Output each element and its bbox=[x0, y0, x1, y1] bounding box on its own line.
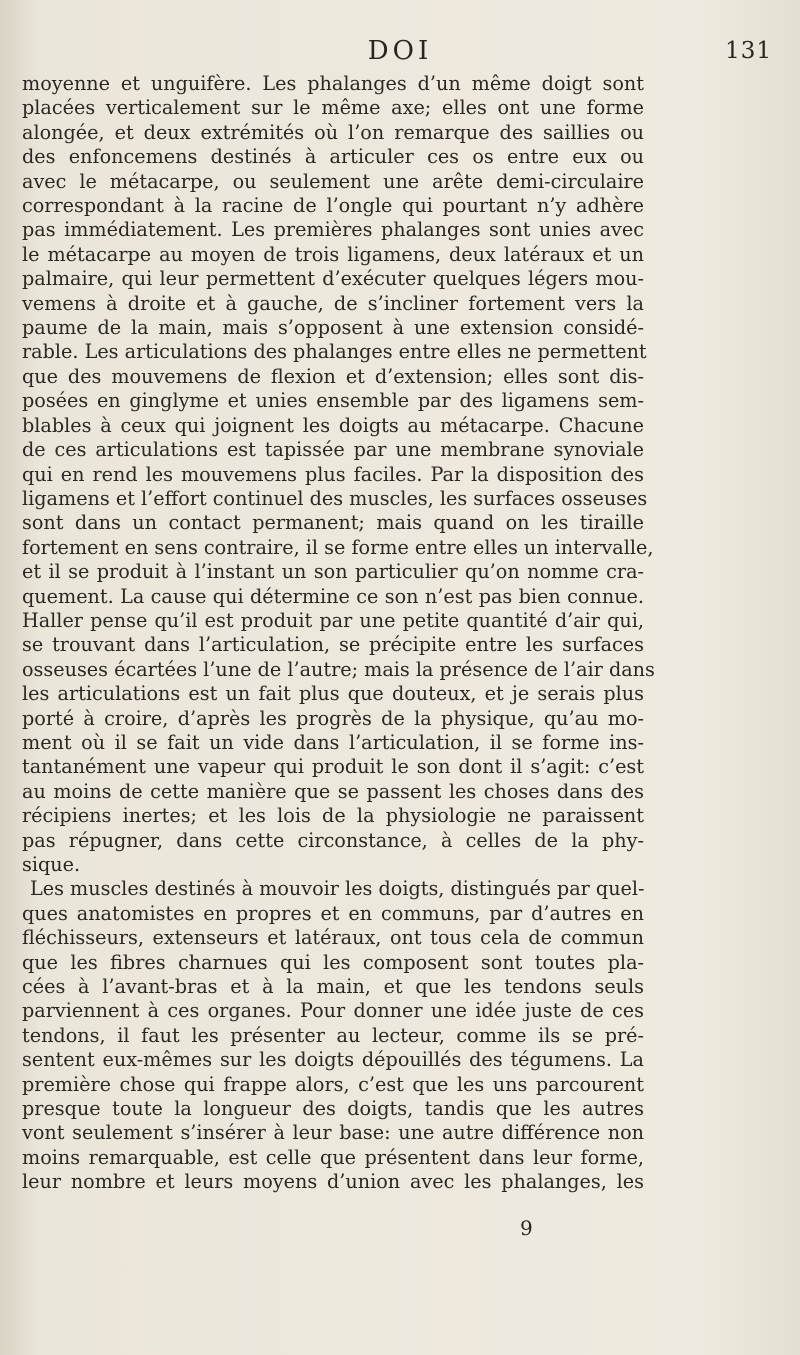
text-line: parviennent à ces organes. Pour donner une idée juste de ces bbox=[22, 999, 644, 1023]
text-line: fortement en sens contraire, il se forme entre elles un intervalle, bbox=[22, 535, 654, 559]
body-text bbox=[22, 72, 655, 1195]
text-line: sique. bbox=[22, 853, 81, 876]
text-line: alongée, et deux extrémités où l’on remarque des saillies ou bbox=[22, 120, 644, 144]
text-line: et il se produit à l’instant un son particulier qu’on nomme cra- bbox=[22, 560, 644, 584]
text-line: ques anatomistes en propres et en communs, par d’autres en bbox=[22, 901, 644, 925]
text-line: presque toute la longueur des doigts, tandis que les autres bbox=[22, 1097, 644, 1121]
text-line: sont dans un contact permanent; mais quand on les tiraille bbox=[22, 511, 644, 535]
text-line: osseuses écartées l’une de l’autre; mais la présence de l’air dans bbox=[22, 657, 655, 681]
text-line: Haller pense qu’il est produit par une petite quantité d’air qui, bbox=[22, 608, 644, 632]
text-line: pas immédiatement. Les premières phalanges sont unies avec bbox=[22, 218, 644, 242]
text-line: que les fibres charnues qui les composent sont toutes pla- bbox=[22, 950, 644, 974]
text-line: se trouvant dans l’articulation, se précipite entre les surfaces bbox=[22, 633, 644, 657]
signature-mark: 9 bbox=[520, 1216, 533, 1240]
text-line: ment où il se fait un vide dans l’articulation, il se forme ins- bbox=[22, 730, 644, 754]
text-line: vont seulement s’insérer à leur base: une autre différence non bbox=[22, 1121, 644, 1145]
text-line: au moins de cette manière que se passent les choses dans des bbox=[22, 779, 644, 803]
text-line: correspondant à la racine de l’ongle qui pourtant n’y adhère bbox=[22, 194, 644, 218]
text-line: paume de la main, mais s’opposent à une extension considé- bbox=[22, 316, 644, 340]
text-line: tendons, il faut les présenter au lecteur, comme ils se pré- bbox=[22, 1023, 644, 1047]
text-line: moins remarquable, est celle que présentent dans leur forme, bbox=[22, 1145, 644, 1169]
text-line: palmaire, qui leur permettent d’exécuter quelques légers mou- bbox=[22, 267, 644, 291]
text-line: qui en rend les mouvemens plus faciles. Par la disposition des bbox=[22, 462, 644, 486]
text-line: avec le métacarpe, ou seulement une arête demi-circulaire bbox=[22, 169, 644, 193]
text-line: de ces articulations est tapissée par une membrane synoviale bbox=[22, 438, 644, 462]
text-line: pas répugner, dans cette circonstance, à celles de la phy- bbox=[22, 828, 644, 852]
text-line: des enfoncemens destinés à articuler ces os entre eux ou bbox=[22, 145, 644, 169]
text-line: le métacarpe au moyen de trois ligamens, deux latéraux et un bbox=[22, 242, 644, 266]
text-line: porté à croire, d’après les progrès de la physique, qu’au mo- bbox=[22, 706, 644, 730]
text-line: quement. La cause qui détermine ce son n’est pas bien connue. bbox=[22, 584, 644, 608]
page-number: 131 bbox=[725, 38, 772, 64]
text-line: cées à l’avant-bras et à la main, et que les tendons seuls bbox=[22, 975, 644, 999]
text-line: moyenne et unguifère. Les phalanges d’un même doigt sont bbox=[22, 72, 644, 95]
text-line: sentent eux-mêmes sur les doigts dépouillés des tégumens. La bbox=[22, 1048, 644, 1072]
page-header bbox=[22, 36, 778, 70]
text-line: blables à ceux qui joignent les doigts au métacarpe. Chacune bbox=[22, 413, 644, 437]
running-head: DOI bbox=[367, 36, 433, 66]
text-line: les articulations est un fait plus que douteux, et je serais plus bbox=[22, 682, 644, 706]
text-line: fléchisseurs, extenseurs et latéraux, ont tous cela de commun bbox=[22, 926, 644, 950]
text-line: que des mouvemens de flexion et d’extension; elles sont dis- bbox=[22, 364, 644, 388]
text-line: posées en ginglyme et unies ensemble par des ligamens sem- bbox=[22, 389, 644, 413]
text-line: leur nombre et leurs moyens d’union avec les phalanges, les bbox=[22, 1170, 644, 1194]
text-line: vemens à droite et à gauche, de s’incliner fortement vers la bbox=[22, 291, 644, 315]
text-line: ligamens et l’effort continuel des muscles, les surfaces osseuses bbox=[22, 486, 648, 510]
text-line: tantanément une vapeur qui produit le son dont il s’agit: c’est bbox=[22, 755, 644, 779]
text-line: rable. Les articulations des phalanges entre elles ne permettent bbox=[22, 340, 647, 364]
text-line: placées verticalement sur le même axe; elles ont une forme bbox=[22, 96, 644, 120]
text-line: Les muscles destinés à mouvoir les doigts, distingués par quel- bbox=[30, 877, 645, 901]
text-line: première chose qui frappe alors, c’est que les uns parcourent bbox=[22, 1072, 644, 1096]
text-line: récipiens inertes; et les lois de la physiologie ne paraissent bbox=[22, 804, 644, 828]
